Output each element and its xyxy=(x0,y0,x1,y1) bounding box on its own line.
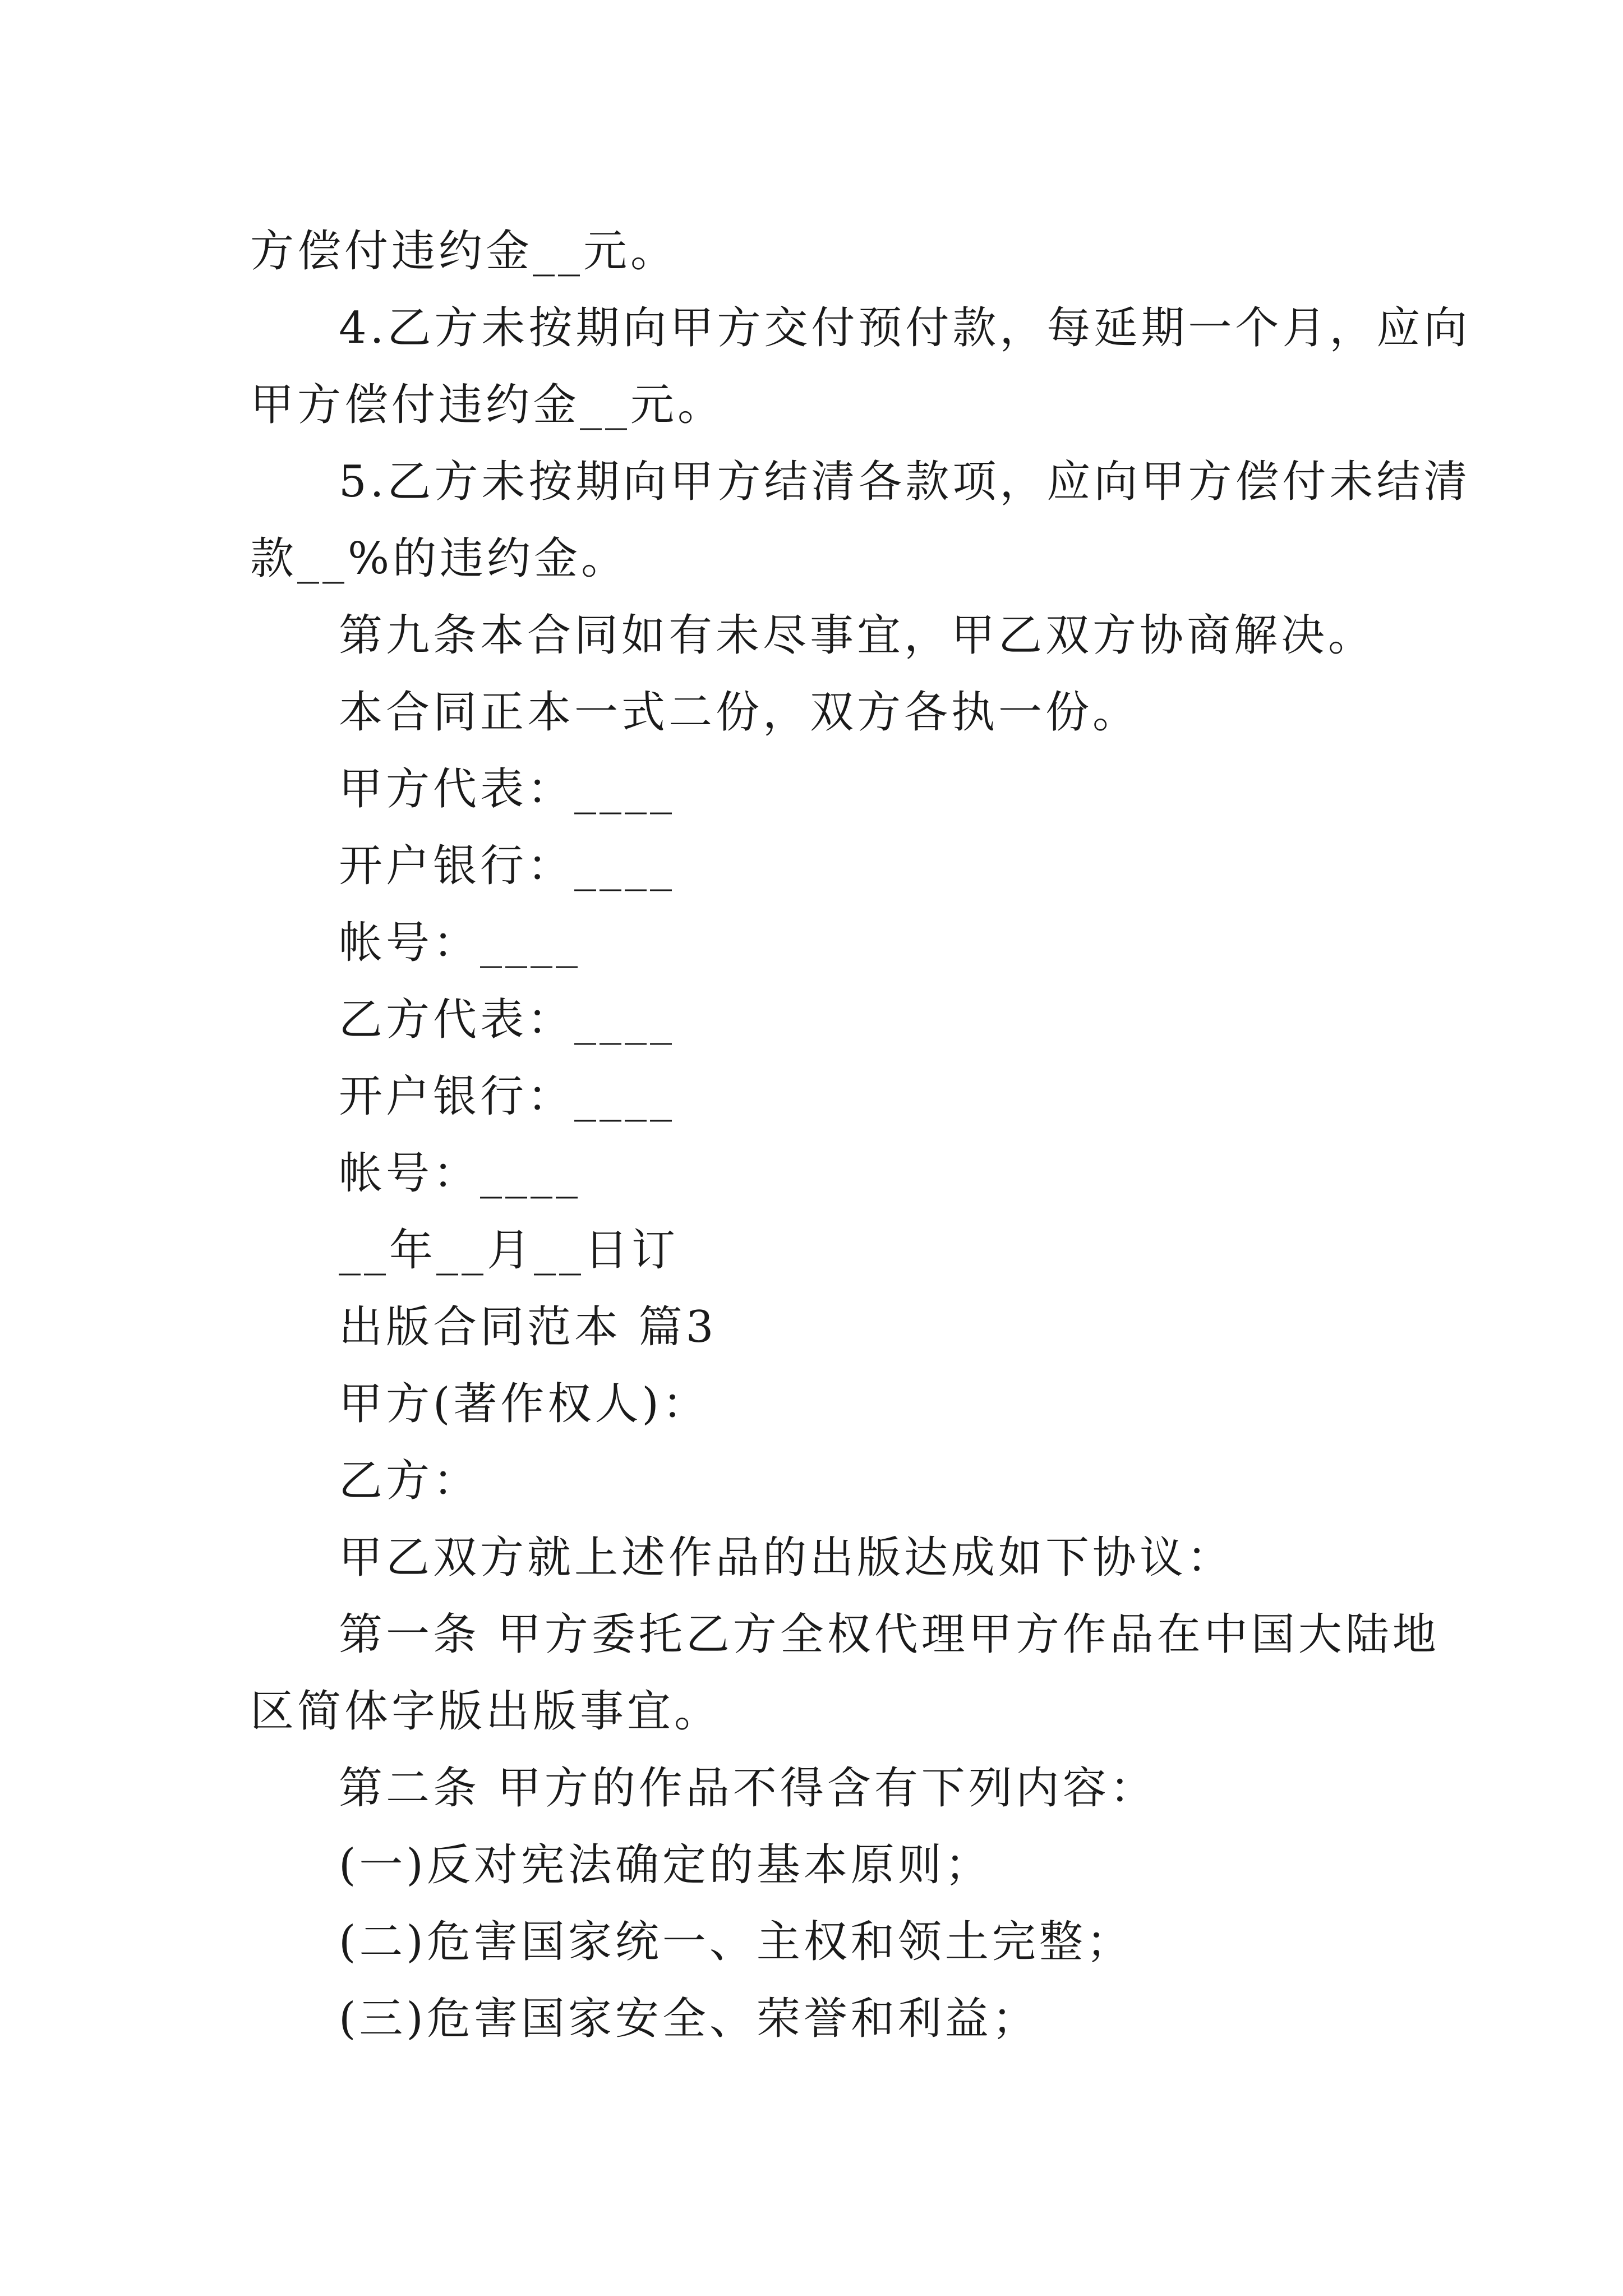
signature-party-b-representative: 乙方代表：____ xyxy=(339,995,676,1045)
text-line: 5.乙方未按期向甲方结清各款项，应向甲方偿付未结清 xyxy=(339,457,1471,507)
signature-party-a-representative: 甲方代表：____ xyxy=(339,764,676,815)
text-line: 4.乙方未按期向甲方交付预付款，每延期一个月，应向 xyxy=(339,303,1471,353)
party-b-label: 乙方： xyxy=(339,1456,481,1506)
signing-date: __年__月__日订 xyxy=(339,1225,679,1276)
text-line: 甲乙双方就上述作品的出版达成如下协议： xyxy=(339,1533,1234,1583)
text-line: 本合同正本一式二份，双方各执一份。 xyxy=(339,687,1140,738)
signature-party-a-bank: 开户银行：____ xyxy=(339,841,676,891)
list-item: (一)反对宪法确定的基本原则； xyxy=(339,1840,992,1890)
document-body xyxy=(250,213,1471,2058)
text-line: 甲方偿付违约金__元。 xyxy=(250,380,725,430)
text-line: 方偿付违约金__元。 xyxy=(250,226,678,277)
text-line: 款__%的违约金。 xyxy=(250,533,629,584)
article-one: 第一条 甲方委托乙方全权代理甲方作品在中国大陆地 xyxy=(339,1609,1440,1660)
signature-party-a-account: 帐号：____ xyxy=(339,918,582,968)
section-heading: 出版合同范本 篇3 xyxy=(339,1302,717,1352)
signature-party-b-account: 帐号：____ xyxy=(339,1148,582,1199)
article-two: 第二条 甲方的作品不得含有下列内容： xyxy=(339,1763,1157,1814)
text-line: 区简体字版出版事宜。 xyxy=(250,1686,722,1737)
text-line: 第九条本合同如有未尽事宜，甲乙双方协商解决。 xyxy=(339,610,1376,661)
list-item: (三)危害国家安全、荣誉和利益； xyxy=(339,1994,1039,2044)
party-a-label: 甲方(著作权人)： xyxy=(339,1379,709,1429)
signature-party-b-bank: 开户银行：____ xyxy=(339,1071,676,1122)
list-item: (二)危害国家统一、主权和领土完整； xyxy=(339,1917,1133,1967)
